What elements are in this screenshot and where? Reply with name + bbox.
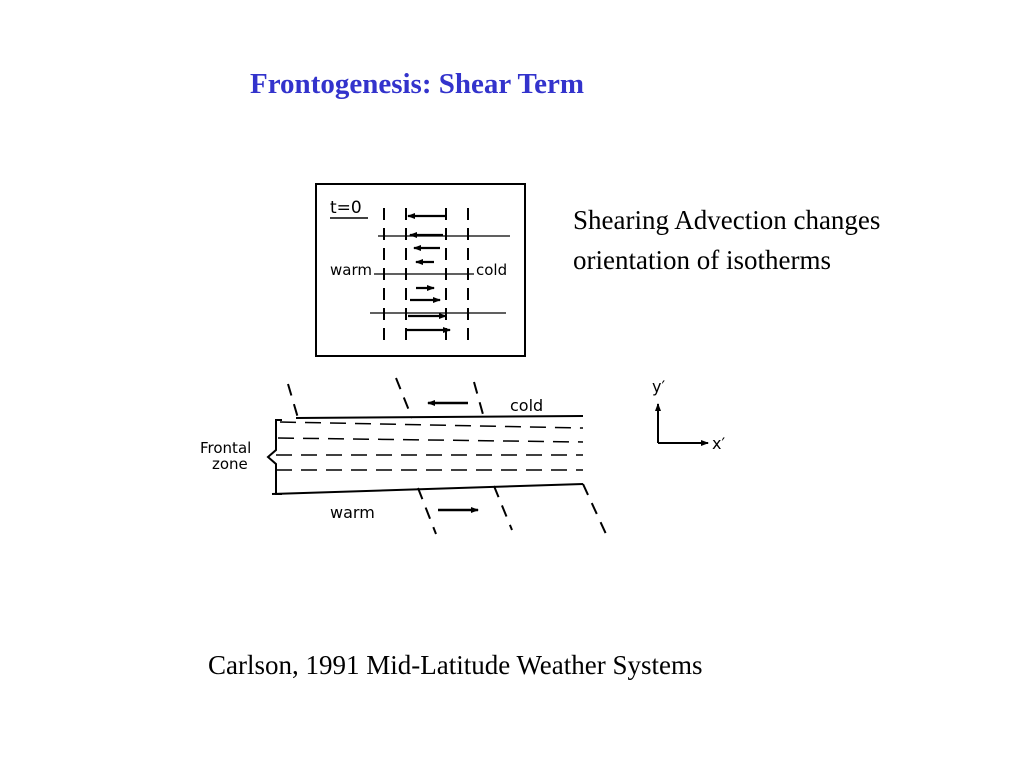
frontal-zone-label-line1: Frontal xyxy=(200,439,252,457)
caption-line-2: orientation of isotherms xyxy=(573,245,831,275)
time-label: t=0 xyxy=(330,198,362,218)
bottom-warm-label: warm xyxy=(330,503,375,522)
frontal-zone-brace xyxy=(268,420,282,494)
y-axis-label: y′ xyxy=(652,377,666,396)
citation: Carlson, 1991 Mid-Latitude Weather Systems xyxy=(208,650,703,680)
slide-title: Frontogenesis: Shear Term xyxy=(250,68,585,100)
top-cold-label: cold xyxy=(476,261,508,279)
frontal-zone-label-line2: zone xyxy=(212,455,248,473)
top-panel xyxy=(316,184,525,356)
bottom-panel xyxy=(200,378,606,534)
caption-line-1: Shearing Advection changes xyxy=(573,205,881,235)
top-warm-label: warm xyxy=(330,261,372,279)
bottom-cold-label: cold xyxy=(510,396,544,415)
frontal-zone-isotherms xyxy=(276,422,583,470)
coordinate-axes xyxy=(652,377,725,453)
x-axis-label: x′ xyxy=(712,434,726,453)
top-dashed-verticals xyxy=(384,208,468,345)
